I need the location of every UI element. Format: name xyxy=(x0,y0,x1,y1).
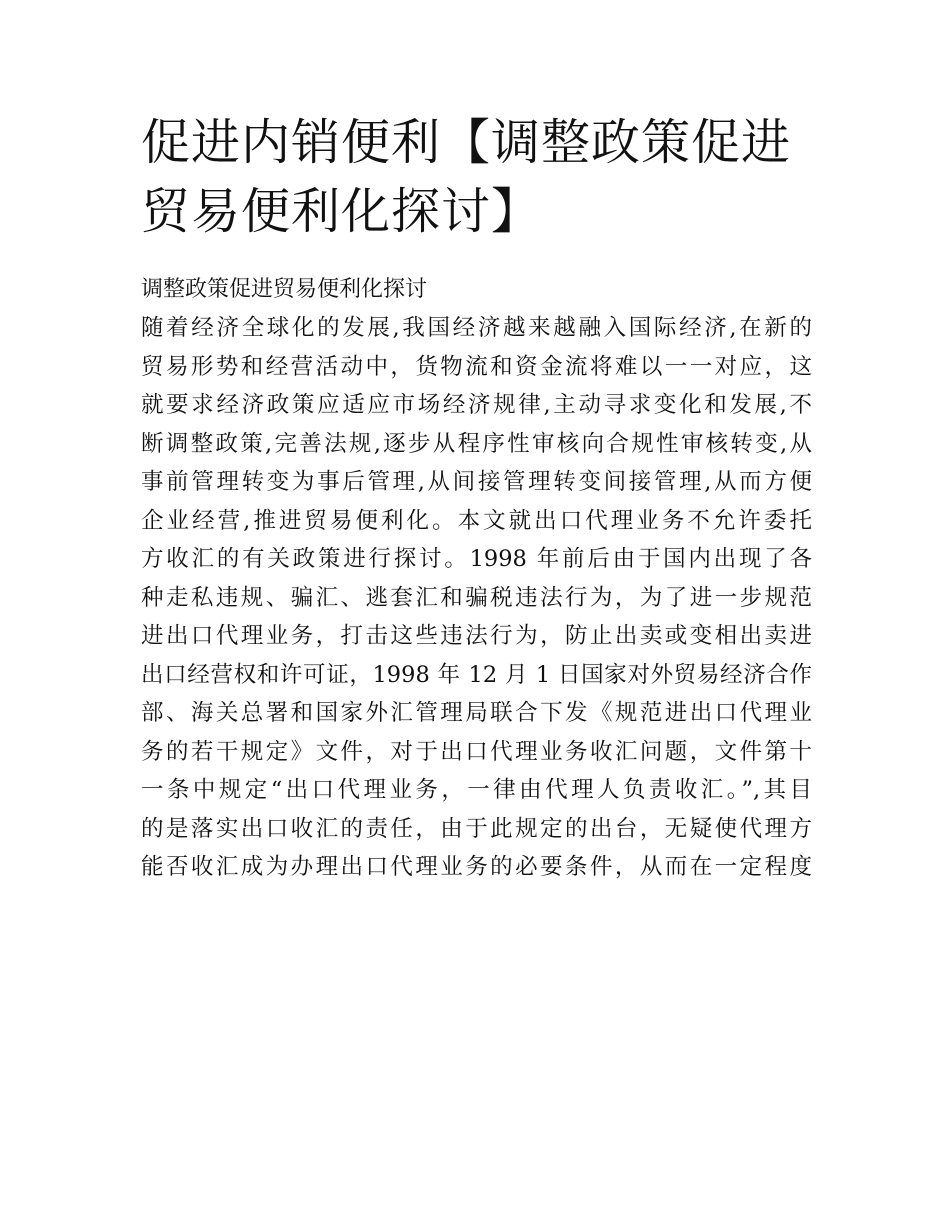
body-line: 就要求经济政策应适应市场经济规律,主动寻求变化和发展,不 xyxy=(141,392,812,418)
body-line: 随着经济全球化的发展,我国经济越来越融入国际经济,在新的 xyxy=(141,315,812,341)
body-line: 一条中规定“出口代理业务，一律由代理人负责收汇。”,其目 xyxy=(141,777,812,803)
body-line: 务的若干规定》文件，对于出口代理业务收汇问题，文件第十 xyxy=(141,738,812,765)
body-line: 企业经营,推进贸易便利化。本文就出口代理业务不允许委托 xyxy=(141,507,812,534)
body-line: 的是落实出口收汇的责任，由于此规定的出台，无疑使代理方 xyxy=(141,815,812,842)
document-title xyxy=(141,108,812,246)
body-line: 部、海关总署和国家外汇管理局联合下发《规范进出口代理业 xyxy=(141,700,812,726)
body-paragraph xyxy=(141,309,812,887)
body-line: 出口经营权和许可证，1998 年 12 月 1 日国家对外贸易经济合作 xyxy=(141,661,812,688)
body-line: 事前管理转变为事后管理,从间接管理转变间接管理,从而方便 xyxy=(141,469,812,495)
body-line: 方收汇的有关政策进行探讨。1998 年前后由于国内出现了各 xyxy=(141,546,812,572)
body-line: 进出口代理业务，打击这些违法行为，防止出卖或变相出卖进 xyxy=(141,623,812,649)
document-subtitle: 调整政策促进贸易便利化探讨 xyxy=(141,277,428,302)
body-line: 断调整政策,完善法规,逐步从程序性审核向合规性审核转变,从 xyxy=(141,430,812,457)
title-line: 贸易便利化探讨】 xyxy=(141,183,542,240)
title-line: 促进内销便利【调整政策促进 xyxy=(141,114,792,171)
body-line: 种走私违规、骗汇、逃套汇和骗税违法行为，为了进一步规范 xyxy=(141,584,812,611)
body-line: 能否收汇成为办理出口代理业务的必要条件，从而在一定程度 xyxy=(141,854,812,880)
body-line: 贸易形势和经营活动中，货物流和资金流将难以一一对应，这 xyxy=(141,353,812,380)
